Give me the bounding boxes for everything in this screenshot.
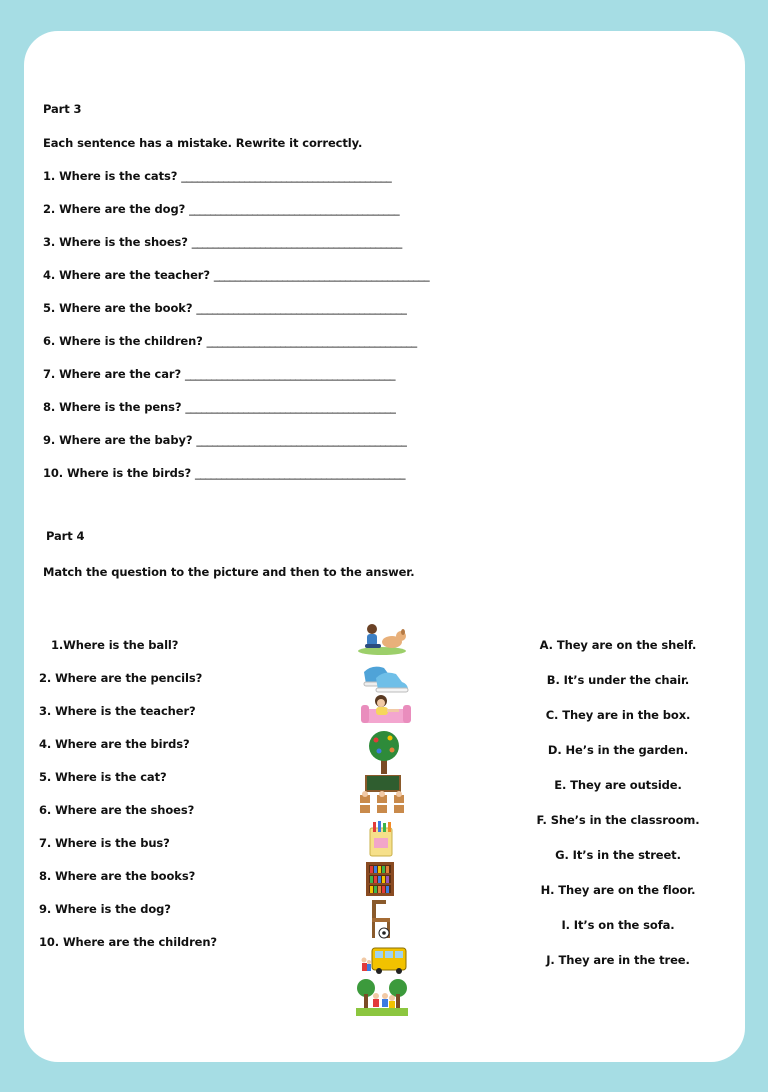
part3-item-10: 10. Where is the birds? ________________________________________ — [43, 466, 405, 480]
answer-b: B. It’s under the chair. — [546, 673, 690, 687]
tree-with-birds-picture — [365, 728, 403, 774]
pencil-box-picture — [368, 820, 394, 858]
answer-blank[interactable]: ________________________________________ — [191, 235, 402, 249]
part3-title: Part 3 — [43, 102, 82, 116]
answer-c: C. They are in the box. — [545, 708, 691, 722]
shoes-picture — [360, 658, 412, 694]
answer-blank[interactable]: ________________________________________ — [196, 301, 407, 315]
answer-j: J. They are in the tree. — [546, 953, 690, 967]
question-1: 1.Where is the ball? — [51, 638, 179, 652]
man-with-dog-picture — [356, 620, 408, 656]
part3-instruction: Each sentence has a mistake. Rewrite it correctly. — [43, 136, 363, 150]
question-7: 7. Where is the bus? — [39, 836, 170, 850]
part4-title: Part 4 — [46, 529, 85, 543]
answer-a: A. They are on the shelf. — [539, 638, 697, 652]
answer-d: D. He’s in the garden. — [547, 743, 689, 757]
answer-f: F. She’s in the classroom. — [536, 813, 700, 827]
part4-instruction: Match the question to the picture and then to the answer. — [43, 565, 415, 579]
question-4: 4. Where are the birds? — [39, 737, 190, 751]
question-3: 3. Where is the teacher? — [39, 704, 196, 718]
part3-item-5: 5. Where are the book? ________________________________________ — [43, 301, 407, 315]
classroom-picture — [358, 775, 406, 813]
answer-e: E. They are outside. — [554, 778, 682, 792]
part3-item-9: 9. Where are the baby? ________________________________________ — [43, 433, 407, 447]
question-5: 5. Where is the cat? — [39, 770, 167, 784]
answer-blank[interactable]: _________________________________________ — [213, 268, 430, 282]
bookshelf-picture — [366, 862, 394, 896]
bus-picture — [360, 946, 408, 976]
question-2: 2. Where are the pencils? — [39, 671, 203, 685]
part3-item-4: 4. Where are the teacher? _________________________________________ — [43, 268, 430, 282]
answer-g: G. It’s in the street. — [555, 848, 681, 862]
question-8: 8. Where are the books? — [39, 869, 196, 883]
question-9: 9. Where is the dog? — [39, 902, 171, 916]
part3-item-6: 6. Where is the children? ________________________________________ — [43, 334, 417, 348]
answer-blank[interactable]: ________________________________________ — [184, 367, 395, 381]
part3-item-3: 3. Where is the shoes? ________________________________________ — [43, 235, 402, 249]
part3-item-8: 8. Where is the pens? ________________________________________ — [43, 400, 396, 414]
part3-item-2: 2. Where are the dog? ________________________________________ — [43, 202, 400, 216]
answer-blank[interactable]: ________________________________________ — [195, 466, 405, 480]
part3-item-7: 7. Where are the car? ________________________________________ — [43, 367, 395, 381]
answer-blank[interactable]: ________________________________________ — [189, 202, 400, 216]
part3-item-1: 1. Where is the cats? ________________________________________ — [43, 169, 392, 183]
question-10: 10. Where are the children? — [39, 935, 217, 949]
answer-i: I. It’s on the sofa. — [561, 918, 675, 932]
answer-blank[interactable]: ________________________________________ — [185, 400, 396, 414]
girl-on-sofa-picture — [361, 693, 411, 729]
chair-with-ball-picture — [368, 900, 396, 940]
answer-blank[interactable]: ________________________________________ — [196, 433, 407, 447]
answer-h: H. They are on the floor. — [540, 883, 696, 897]
question-6: 6. Where are the shoes? — [39, 803, 195, 817]
answer-blank[interactable]: ________________________________________ — [206, 334, 417, 348]
children-outside-picture — [356, 978, 408, 1016]
answer-blank[interactable]: ________________________________________ — [181, 169, 392, 183]
